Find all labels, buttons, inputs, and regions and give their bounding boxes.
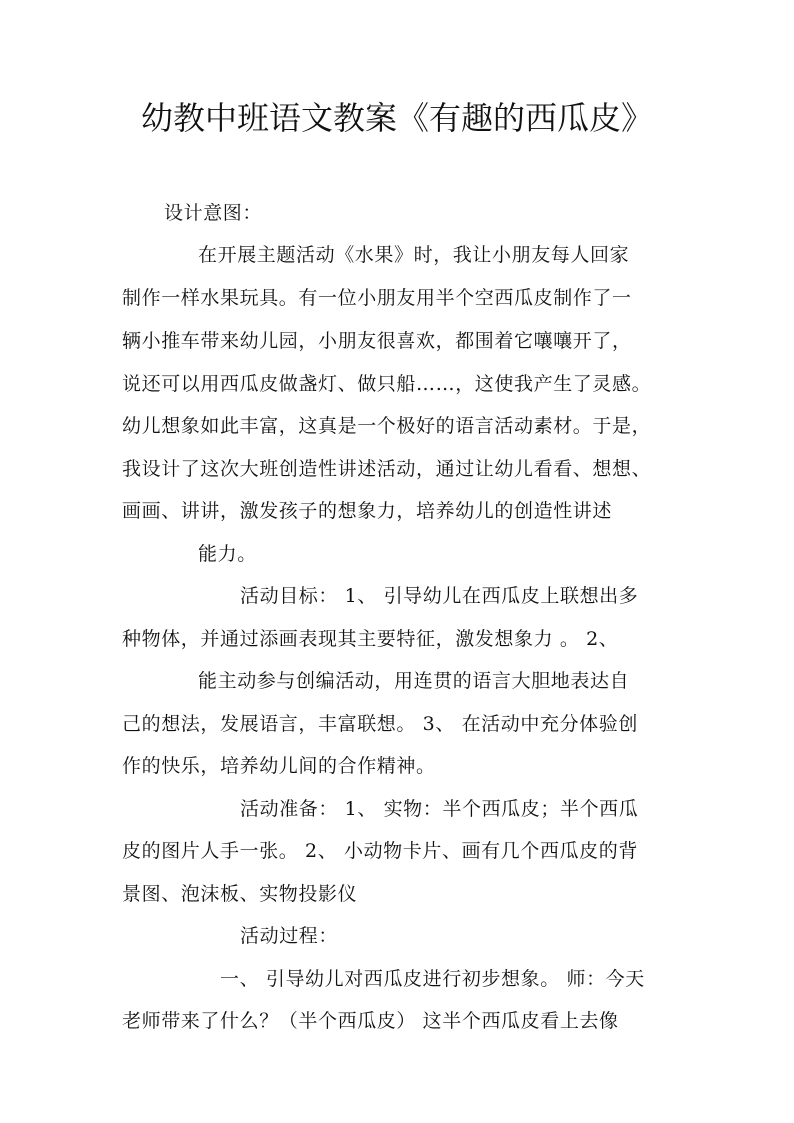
text-line: 能力。	[198, 543, 257, 565]
text-line: 景图、泡沫板、实物投影仪	[122, 883, 358, 905]
text-line: 制作一样水果玩具。有一位小朋友用半个空西瓜皮制作了一	[122, 287, 632, 309]
text-line: 画画、讲讲，激发孩子的想象力，培养幼儿的创造性讲述	[122, 500, 613, 522]
text-line: 作的快乐，培养幼儿间的合作精神。	[122, 755, 436, 777]
text-line: 幼儿想象如此丰富，这真是一个极好的语言活动素材。于是，	[122, 415, 652, 437]
text-line: 活动准备： 1、 实物：半个西瓜皮；半个西瓜	[240, 798, 639, 820]
text-line: 说还可以用西瓜皮做盏灯、做只船……，这使我产生了灵感。	[122, 373, 652, 395]
text-line: 种物体，并通过添画表现其主要特征，激发想象力 。 2、	[122, 628, 619, 650]
text-line: 设计意图：	[164, 202, 263, 224]
text-line: 老师带来了什么？（半个西瓜皮） 这半个西瓜皮看上去像	[122, 1010, 619, 1032]
text-line: 活动过程：	[240, 925, 339, 947]
document-title: 幼教中班语文教案《有趣的西瓜皮》	[140, 99, 653, 137]
text-line: 在开展主题活动《水果》时，我让小朋友每人回家	[198, 244, 630, 266]
text-line: 辆小推车带来幼儿园，小朋友很喜欢，都围着它嚷嚷开了，	[122, 330, 632, 352]
text-line: 己的想法，发展语言，丰富联想。 3、 在活动中充分体验创	[122, 713, 638, 735]
text-line: 我设计了这次大班创造性讲述活动，通过让幼儿看看、想想、	[122, 458, 652, 480]
text-line: 一、 引导幼儿对西瓜皮进行初步想象。 师：今天	[220, 968, 645, 990]
text-line: 皮的图片人手一张。 2、 小动物卡片、画有几个西瓜皮的背	[122, 840, 638, 862]
text-line: 能主动参与创编活动，用连贯的语言大胆地表达自	[198, 670, 630, 692]
text-line: 活动目标： 1、 引导幼儿在西瓜皮上联想出多	[240, 585, 639, 607]
